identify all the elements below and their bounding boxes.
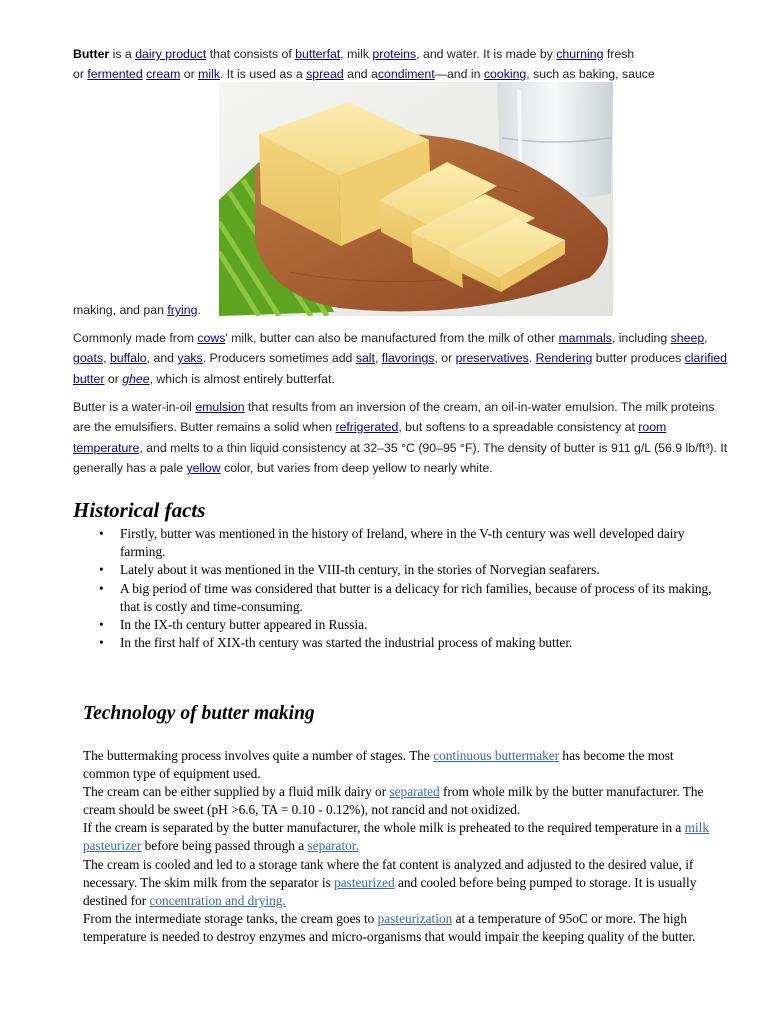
- text: , and water. It is made by: [416, 47, 557, 61]
- text: If the cream is separated by the butter manufacturer, the whole milk is preheated to the required temperature in a: [83, 820, 685, 836]
- text: , milk: [340, 47, 373, 61]
- text: The cream can be either supplied by a fluid milk dairy or: [83, 784, 390, 800]
- technology-section: [83, 747, 723, 946]
- term-butter: Butter: [73, 47, 110, 61]
- bullet-icon: •: [99, 580, 104, 596]
- technology-paragraph: [83, 747, 723, 783]
- list-item-text: A big period of time was considered that butter is a delicacy for rich families, because of process of its making, that is costly and time-consuming.: [120, 580, 712, 614]
- intro-paragraph: [73, 44, 733, 85]
- list-item: [99, 616, 733, 634]
- historical-facts-heading: Historical facts: [73, 498, 206, 522]
- text: fresh: [603, 47, 635, 61]
- text: —and in: [434, 67, 484, 82]
- link-sheep[interactable]: sheep: [670, 331, 705, 345]
- link-pasteurized[interactable]: pasteurized: [334, 874, 395, 890]
- link-cows[interactable]: cows: [197, 331, 226, 345]
- link-flavorings[interactable]: flavorings: [381, 351, 435, 366]
- link-continuous-buttermaker[interactable]: continuous buttermaker: [433, 748, 560, 763]
- text: , which is almost entirely butterfat.: [149, 371, 335, 386]
- text: , but softens to a spreadable consistency at: [398, 420, 639, 435]
- text: Butter is a water-in-oil: [73, 400, 196, 414]
- technology-heading: Technology of butter making: [83, 703, 315, 724]
- paragraph-emulsion: [73, 397, 733, 478]
- link-churning[interactable]: churning: [556, 47, 604, 61]
- bullet-icon: •: [99, 635, 104, 651]
- text: .: [528, 351, 536, 366]
- link-cream[interactable]: cream: [146, 67, 181, 82]
- link-concentration-and-drying[interactable]: concentration and drying.: [149, 892, 286, 908]
- link-frying[interactable]: frying: [167, 303, 198, 317]
- list-item: [99, 561, 733, 579]
- text: , or: [434, 351, 456, 366]
- text: or: [104, 371, 123, 386]
- text: ' milk, butter can also be manufactured from the milk of other: [225, 331, 559, 345]
- text: , and: [146, 351, 178, 366]
- link-preservatives[interactable]: preservatives: [455, 351, 529, 366]
- text: and a: [343, 67, 378, 82]
- text: , including: [611, 331, 671, 345]
- text: and cooled before being pumped to storage. It is usually destined for: [83, 874, 697, 908]
- butter-photo: [219, 82, 613, 316]
- text: butter produces: [592, 351, 685, 366]
- link-yaks[interactable]: yaks: [177, 351, 203, 366]
- historical-facts-list: [73, 525, 733, 652]
- link-separated[interactable]: separated: [389, 784, 440, 800]
- list-item-text: Lately about it was mentioned in the VIII-th century, in the stories of Norvegian seafarers.: [120, 562, 600, 578]
- list-item: [99, 580, 733, 616]
- text: has become the most common type of equipment used.: [83, 748, 674, 782]
- text: that results from an inversion of the cream, an oil-in-water emulsion. The milk proteins are the emulsifiers. Butter remains a solid when: [73, 400, 715, 435]
- link-dairy-product[interactable]: dairy product: [135, 47, 207, 61]
- text: The cream is cooled and led to a storage tank where the fat content is analyzed and adjusted to the desired value, if necessary. The skim milk from the separator is: [83, 856, 694, 890]
- text: making, and pan: [73, 303, 168, 317]
- link-buffalo[interactable]: buffalo: [109, 351, 147, 366]
- technology-paragraph: [83, 819, 723, 855]
- technology-paragraph: [83, 783, 723, 819]
- link-salt[interactable]: salt: [355, 351, 375, 366]
- text: Commonly made from: [73, 331, 198, 345]
- text: .: [197, 303, 201, 317]
- text: From the intermediate storage tanks, the cream goes to: [83, 910, 378, 926]
- technology-paragraph: [83, 856, 723, 910]
- text: . Producers sometimes add: [202, 351, 356, 366]
- link-milk-pasteurizer[interactable]: milk pasteurizer: [83, 820, 710, 854]
- bullet-icon: •: [99, 617, 104, 633]
- text: or: [180, 67, 199, 82]
- text: from whole milk by the butter manufacturer. The cream should be sweet (pH >6.6, TA = 0.10 - 0.12%), not rancid and not oxidized.: [83, 784, 704, 818]
- text: , and melts to a thin liquid consistency at 32–35 °C (90–95 °F). The density of butter is 911 g/L (56.9 lb/ft³). It generally has a pale: [73, 440, 728, 475]
- text: ,: [103, 351, 110, 366]
- list-item: [99, 634, 733, 652]
- link-cooking[interactable]: cooking: [483, 67, 527, 82]
- link-clarified-butter[interactable]: clarified butter: [73, 351, 728, 386]
- text: , such as baking, sauce: [526, 67, 655, 82]
- list-item-text: In the IX-th century butter appeared in Russia.: [120, 617, 368, 633]
- text: The buttermaking process involves quite a number of stages. The: [83, 748, 434, 763]
- link-mammals[interactable]: mammals: [558, 331, 612, 345]
- list-item-text: In the first half of XIX-th century was started the industrial process of making butter.: [120, 635, 573, 651]
- link-ghee[interactable]: ghee: [122, 371, 150, 386]
- link-pasteurization[interactable]: pasteurization: [377, 910, 453, 926]
- list-item-text: Firstly, butter was mentioned in the history of Ireland, where in the V-th century was well developed dairy farming.: [120, 526, 685, 560]
- list-item: [99, 525, 733, 561]
- link-fermented[interactable]: fermented: [87, 67, 143, 82]
- bullet-icon: •: [99, 562, 104, 578]
- link-yellow[interactable]: yellow: [186, 460, 221, 475]
- link-emulsion[interactable]: emulsion: [195, 400, 245, 414]
- paragraph-sources: [73, 328, 733, 389]
- link-room-temperature[interactable]: room temperature: [73, 420, 667, 455]
- technology-paragraph: [83, 910, 723, 946]
- text: . It is used as a: [219, 67, 307, 82]
- bullet-icon: •: [99, 526, 104, 541]
- link-rendering[interactable]: Rendering: [535, 351, 593, 366]
- text: or: [73, 67, 88, 82]
- link-proteins[interactable]: proteins: [372, 47, 417, 61]
- text: that consists of: [206, 47, 296, 61]
- link-goats[interactable]: goats: [73, 351, 104, 366]
- link-condiment[interactable]: condiment: [377, 67, 435, 82]
- text: ,: [704, 331, 708, 345]
- intro-line-1: [73, 44, 733, 64]
- link-separator[interactable]: separator.: [307, 838, 359, 854]
- text: ,: [374, 351, 382, 366]
- text: before being passed through a: [141, 838, 308, 854]
- intro-line-3: [73, 300, 733, 320]
- text: is a: [109, 47, 136, 61]
- text: at a temperature of 95oC or more. The high temperature is needed to destroy enzymes and micro-organisms that would impair the keeping quality of the butter.: [83, 910, 696, 944]
- link-milk[interactable]: milk: [198, 67, 220, 82]
- link-spread[interactable]: spread: [306, 67, 344, 82]
- link-refrigerated[interactable]: refrigerated: [335, 420, 399, 435]
- link-butterfat[interactable]: butterfat: [295, 47, 341, 61]
- text: color, but varies from deep yellow to nearly white.: [220, 460, 493, 475]
